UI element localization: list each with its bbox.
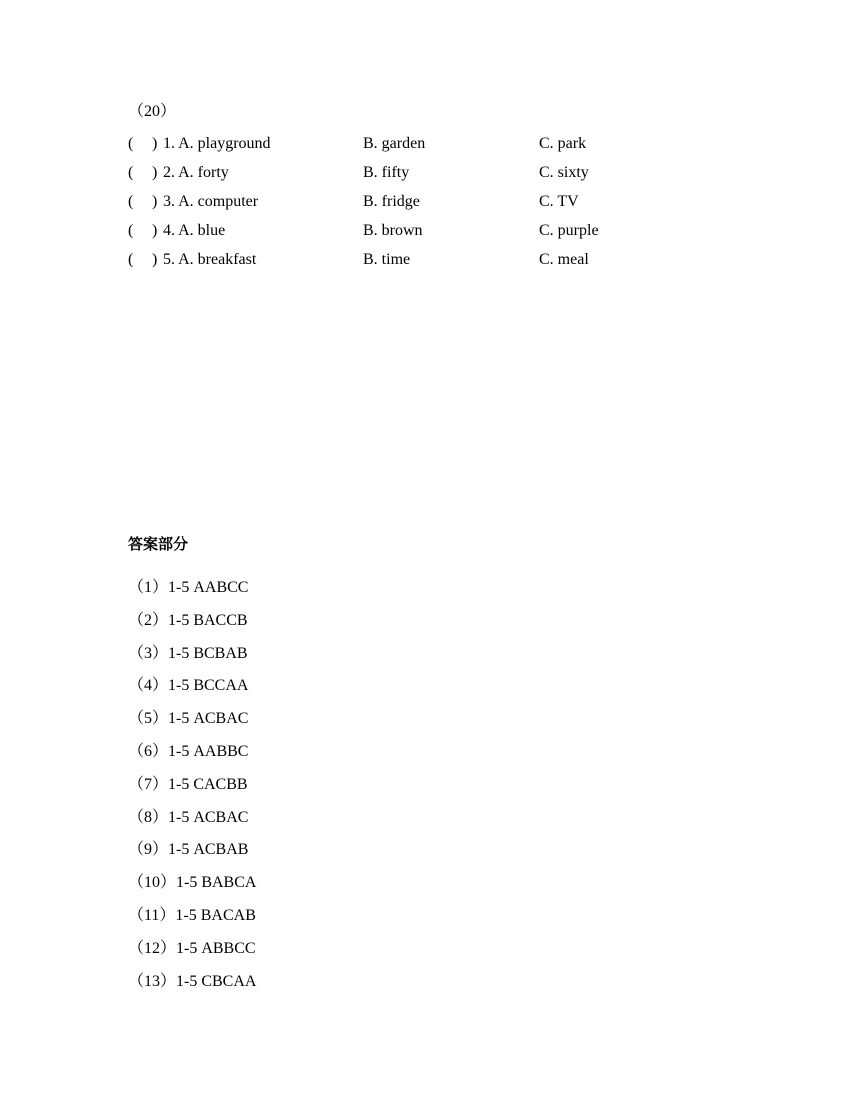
answer-blank-open: ( bbox=[128, 135, 134, 152]
answer-blank-close: ) bbox=[152, 222, 158, 239]
option-a: 3. A. computer bbox=[163, 193, 259, 210]
answer-key-item: （11）1-5 BACAB bbox=[128, 906, 256, 924]
option-b: B. fridge bbox=[363, 193, 420, 210]
answer-blank-open: ( bbox=[128, 222, 134, 239]
option-b: B. garden bbox=[363, 135, 426, 152]
option-b: B. brown bbox=[363, 222, 423, 239]
answer-key-item: （9）1-5 ACBAB bbox=[128, 841, 249, 859]
option-b: B. fifty bbox=[363, 164, 410, 181]
answer-key-item: （7）1-5 CACBB bbox=[128, 775, 248, 793]
answer-key-item: （4）1-5 BCCAA bbox=[128, 677, 249, 695]
section-label: （20） bbox=[128, 103, 177, 120]
answer-key-item: （1）1-5 AABCC bbox=[128, 579, 249, 596]
option-c: C. park bbox=[539, 135, 587, 152]
answer-blank-open: ( bbox=[128, 193, 134, 210]
answer-key-item: （5）1-5 ACBAC bbox=[128, 710, 249, 728]
option-c: C. meal bbox=[539, 251, 589, 268]
option-c: C. sixty bbox=[539, 164, 589, 181]
option-a: 2. A. forty bbox=[163, 164, 229, 181]
answer-key-item: （13）1-5 CBCAA bbox=[128, 972, 257, 990]
option-c: C. purple bbox=[539, 222, 599, 239]
option-a: 5. A. breakfast bbox=[163, 251, 257, 268]
answer-key-item: （8）1-5 ACBAC bbox=[128, 808, 249, 826]
option-a: 4. A. blue bbox=[163, 222, 226, 239]
answer-key-item: （10）1-5 BABCA bbox=[128, 874, 257, 892]
answer-section-heading: 答案部分 bbox=[128, 535, 189, 553]
answer-blank-open: ( bbox=[128, 251, 134, 268]
option-a: 1. A. playground bbox=[163, 135, 271, 152]
answer-key-list bbox=[128, 578, 256, 1004]
answer-blank-close: ) bbox=[152, 251, 158, 268]
option-b: B. time bbox=[363, 251, 411, 268]
answer-blank-close: ) bbox=[152, 135, 158, 152]
answer-key-item: （3）1-5 BCBAB bbox=[128, 644, 248, 662]
option-c: C. TV bbox=[539, 193, 579, 210]
answer-key-item: （12）1-5 ABBCC bbox=[128, 939, 256, 957]
answer-blank-close: ) bbox=[152, 164, 158, 181]
answer-blank-open: ( bbox=[128, 164, 134, 181]
answer-key-item: （6）1-5 AABBC bbox=[128, 742, 249, 760]
answer-blank-close: ) bbox=[152, 193, 158, 210]
answer-key-item: （2）1-5 BACCB bbox=[128, 611, 248, 629]
